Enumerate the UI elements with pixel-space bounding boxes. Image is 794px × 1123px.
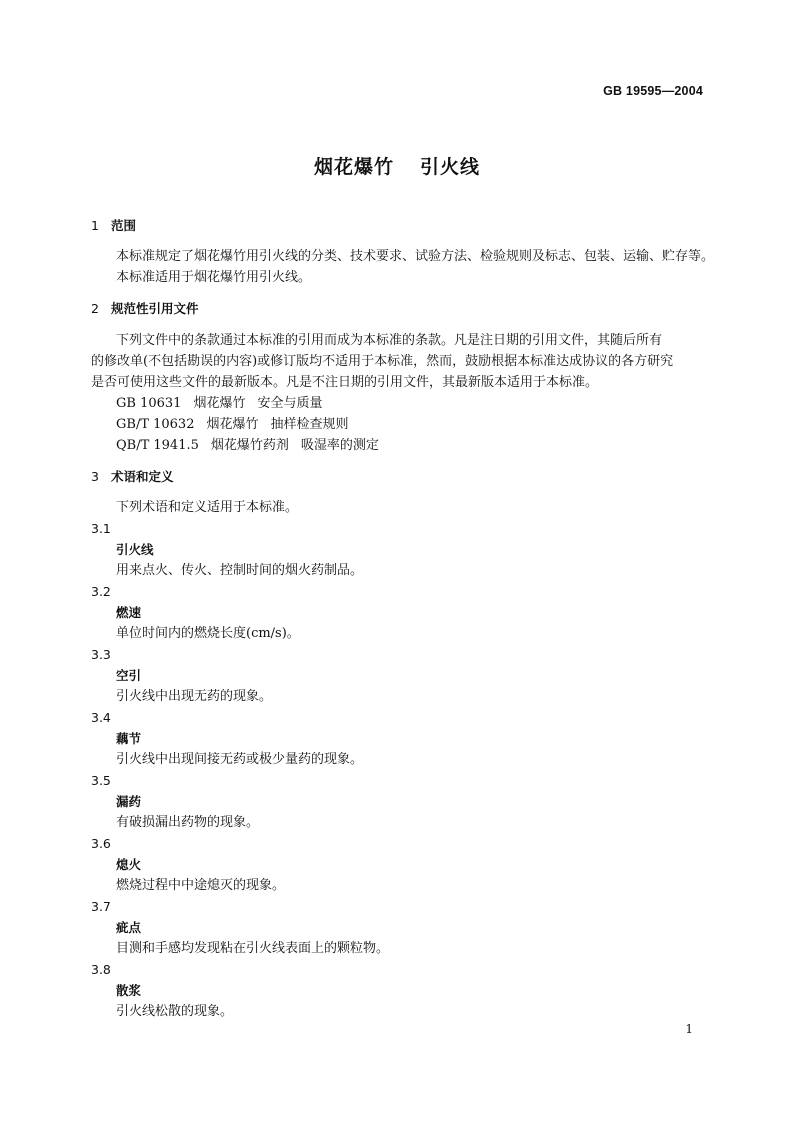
term-number: 3.1 [91,521,111,536]
reference-title: 烟花爆竹 [206,417,259,432]
term-number: 3.6 [91,836,111,851]
reference-subtitle: 抽样检查规则 [270,417,349,432]
section-1-heading [91,216,136,236]
paragraph-line: 是否可使用这些文件的最新版本。凡是不注日期的引用文件，其最新版本适用于本标准。 [91,375,599,390]
term-definition: 引火线中出现无药的现象。 [116,689,273,704]
paragraph-line: 本标准规定了烟花爆竹用引火线的分类、技术要求、试验方法、检验规则及标志、包装、运输、贮存等。 [116,249,715,264]
term-name: 空引 [116,668,142,683]
term-definition: 单位时间内的燃烧长度(cm/s)。 [116,626,300,641]
section-title: 范围 [111,218,137,233]
term-definition: 目测和手感均发现粘在引火线表面上的颗粒物。 [116,941,390,956]
section-title: 术语和定义 [111,469,174,484]
reference-subtitle: 安全与质量 [257,396,323,411]
term-number: 3.5 [91,773,111,788]
reference-item [116,436,379,456]
term-number: 3.3 [91,647,111,662]
title-part-2: 引火线 [420,156,481,178]
reference-item [116,415,349,435]
term-definition: 燃烧过程中中途熄灭的现象。 [116,878,286,893]
term-name: 疵点 [116,920,142,935]
section-number: 3 [91,469,99,484]
term-name: 燃速 [116,605,142,620]
term-name: 藕节 [116,731,142,746]
section-number: 1 [91,218,99,233]
paragraph-line: 的修改单(不包括勘误的内容)或修订版均不适用于本标准，然而，鼓励根据本标准达成协议的各方研究 [91,354,674,369]
term-definition: 有破损漏出药物的现象。 [116,815,260,830]
standard-number: GB 19595—2004 [603,84,703,98]
reference-item [116,394,322,414]
paragraph-line: 下列文件中的条款通过本标准的引用而成为本标准的条款。凡是注日期的引用文件，其随后所有 [116,333,663,348]
section-number: 2 [91,301,99,316]
term-definition: 用来点火、传火、控制时间的烟火药制品。 [116,563,364,578]
paragraph-line: 本标准适用于烟花爆竹用引火线。 [116,270,312,285]
term-number: 3.4 [91,710,111,725]
term-definition: 引火线松散的现象。 [116,1004,234,1019]
reference-code: GB/T 10632 [116,417,195,432]
section-3-heading [91,467,174,487]
reference-title: 烟花爆竹 [193,396,246,411]
paragraph-line: 下列术语和定义适用于本标准。 [116,500,299,515]
term-name: 熄火 [116,857,142,872]
document-title [0,152,794,179]
reference-title: 烟花爆竹药剂 [210,438,289,453]
term-name: 引火线 [116,542,154,557]
section-title: 规范性引用文件 [111,301,199,316]
page-number: 1 [685,1022,693,1036]
reference-subtitle: 吸湿率的测定 [300,438,379,453]
reference-code: GB 10631 [116,396,182,411]
term-number: 3.8 [91,962,111,977]
title-part-1: 烟花爆竹 [313,156,394,178]
term-name: 散浆 [116,983,142,998]
section-2-heading [91,299,199,319]
term-number: 3.2 [91,584,111,599]
term-definition: 引火线中出现间接无药或极少量药的现象。 [116,752,364,767]
term-number: 3.7 [91,899,111,914]
reference-code: QB/T 1941.5 [116,438,199,453]
term-name: 漏药 [116,794,142,809]
